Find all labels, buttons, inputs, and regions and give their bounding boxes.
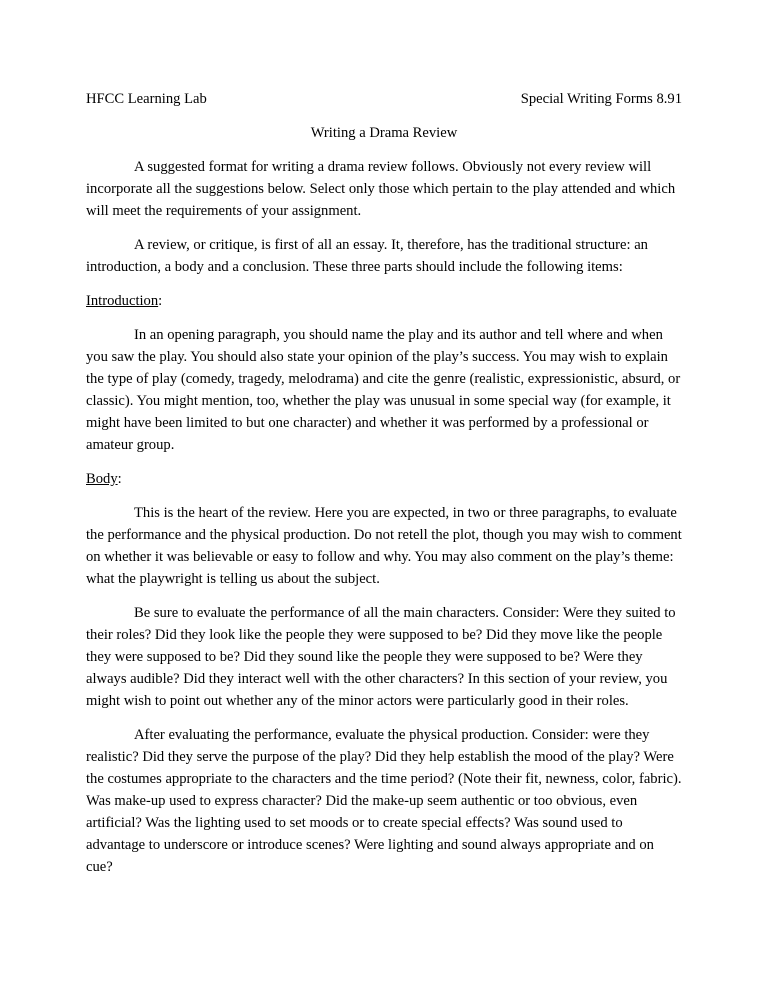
body-paragraph-3: After evaluating the performance, evaluate the physical production. Consider: were they realistic? Did they serve the purpose of the play? Did they help establish the mood of the play? Were the costumes appropriate to the characters and the time period? (Note their fit, newness, color, fabric). Was make-up used to express character? Did the make-up seem authentic or too obvious, even artificial? Was the lighting used to set moods or to create special effects? Was sound used to advantage to underscore or introduce scenes? Were lighting and sound always appropriate and on cue? xyxy=(86,727,682,875)
body-paragraph-2: Be sure to evaluate the performance of all the main characters. Consider: Were they suited to their roles? Did they look like the people they were supposed to be? Did they move like the people they were supposed to be? Did they sound like the people they were supposed to be? Were they always audible? Did they interact well with the other characters? In this section of your review, you might wish to point out whether any of the minor actors were particularly good in their roles. xyxy=(86,605,676,709)
body-paragraph-1: This is the heart of the review. Here you are expected, in two or three paragraphs, to evaluate the performance and the physical production. Do not retell the plot, though you may wish to comment on whether it was believable or easy to follow and why. You may also comment on the play’s theme: what the playwright is telling us about the subject. xyxy=(86,505,682,587)
introduction-heading-text: Introduction xyxy=(86,293,159,309)
section-heading-introduction xyxy=(86,290,682,312)
page-header xyxy=(86,88,682,110)
introduction-heading-colon: : xyxy=(158,293,163,309)
introduction-paragraph: In an opening paragraph, you should name the play and its author and tell where and when you saw the play. You should also state your opinion of the play’s success. You may wish to explain the type of play (comedy, tragedy, melodrama) and cite the genre (realistic, expressionistic, absurd, or classic). You might mention, too, whether the play was unusual in some special way (for example, it might have been limited to but one character) and whether it was performed by a professional or amateur group. xyxy=(86,327,681,453)
body-heading-colon: : xyxy=(117,471,122,487)
intro-paragraph-2: A review, or critique, is first of all an essay. It, therefore, has the traditional structure: an introduction, a body and a conclusion. These three parts should include the following items: xyxy=(86,237,648,275)
intro-paragraph-1: A suggested format for writing a drama review follows. Obviously not every review will incorporate all the suggestions below. Select only those which pertain to the play attended and which will meet the requirements of your assignment. xyxy=(86,159,676,219)
document-title: Writing a Drama Review xyxy=(310,125,458,141)
header-right: Special Writing Forms 8.91 xyxy=(520,91,682,107)
body-heading-text: Body xyxy=(86,471,118,487)
document-content xyxy=(86,88,682,890)
section-heading-body xyxy=(86,468,682,490)
header-left: HFCC Learning Lab xyxy=(86,91,207,107)
